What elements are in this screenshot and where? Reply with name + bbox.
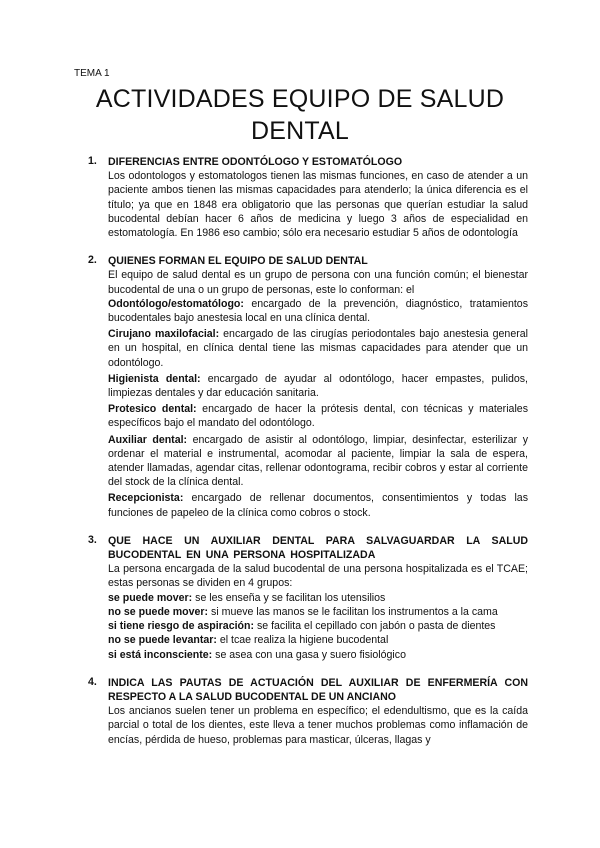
group-term: si tiene riesgo de aspiración: xyxy=(108,620,255,633)
role-term: Higienista dental: xyxy=(108,372,201,385)
role-term: Auxiliar dental: xyxy=(108,433,188,446)
section-number: 4. xyxy=(88,675,97,688)
group-term: se puede mover: xyxy=(108,591,193,604)
group-term: no se puede levantar: xyxy=(108,634,217,647)
section-4 xyxy=(72,676,528,747)
role-term: Cirujano maxilofacial: xyxy=(108,328,220,341)
group-item xyxy=(108,633,528,647)
role-desc: encargado de hacer la prótesis dental, con técnicas y materiales específicos bajo el mandato del odontólogo. xyxy=(108,403,528,430)
section-text: Los odontologos y estomatologos tienen las mismas funciones, en caso de atender a un paciente ambos tienen las mismas capacidades para atenderlo; la única diferencia es el título; ya que en 1848 era obligatorio que las personas que querían estudiar la salud bucodental debían hacer 6 años de medicina y luego 3 años de especialidad en estomatología. En 1986 eso cambio; sólo era necesario estudiar 5 años de odontología xyxy=(108,170,528,240)
role-term: Recepcionista: xyxy=(108,492,184,505)
group-item xyxy=(108,648,528,662)
role-item xyxy=(108,433,528,490)
role-desc: encargado de ayudar al odontólogo, hacer empastes, pulidos, limpiezas dentales y dar educación sanitaria. xyxy=(108,372,528,400)
role-term: Odontólogo/estomatólogo: xyxy=(108,297,244,310)
role-item xyxy=(108,402,528,430)
topic-label: TEMA 1 xyxy=(74,68,110,79)
section-2 xyxy=(72,254,528,520)
role-desc: encargado de las cirugías periodontales bajo anestesia general en un hospital, en clínica dental tiene las mismas capacidades para atender que un odontólogo. xyxy=(108,328,528,369)
role-item xyxy=(108,491,528,519)
group-desc: el tcae realiza la higiene bucodental xyxy=(216,634,389,647)
group-term: no se puede mover: xyxy=(108,605,209,618)
group-term: si está inconsciente: xyxy=(108,648,213,661)
section-title: INDICA LAS PAUTAS DE ACTUACIÓN DEL AUXILIAR DE ENFERMERÍA CON RESPECTO A LA SALUD BUCODENTAL DE UN ANCIANO xyxy=(108,676,528,703)
section-intro: El equipo de salud dental es un grupo de persona con una función común; el bienestar bucodental de una o un grupo de personas, este lo conforman: el xyxy=(108,269,528,296)
section-number: 3. xyxy=(88,533,97,546)
page-title: ACTIVIDADES EQUIPO DE SALUD DENTAL xyxy=(95,85,505,145)
group-item xyxy=(108,605,528,619)
group-item xyxy=(108,619,528,633)
role-item xyxy=(108,327,528,370)
group-desc: se les enseña y se facilitan los utensilios xyxy=(192,591,386,604)
group-item xyxy=(108,591,528,605)
group-desc: se facilita el cepillado con jabón o pasta de dientes xyxy=(254,620,496,633)
section-text: Los ancianos suelen tener un problema en específico; el edendultismo, que es la caída parcial o total de los dientes, este lleva a tener muchos problemas como inflamación de encías, pérdida de hueso, problemas para masticar, úlceras, llagas y xyxy=(108,705,528,746)
section-number: 1. xyxy=(88,155,97,167)
section-number: 2. xyxy=(88,254,97,267)
section-intro: La persona encargada de la salud bucodental de una persona hospitalizada es el TCAE; estas personas se dividen en 4 grupos: xyxy=(108,563,528,590)
role-desc: encargado de rellenar documentos, consentimientos y todas las funciones de papeleo de la clínica como cobros o stock. xyxy=(108,492,528,519)
group-desc: si mueve las manos se le facilitan los instrumentos a la cama xyxy=(208,605,498,618)
role-desc: encargado de la prevención, diagnóstico, tratamientos bucodentales bajo anestesia local en una clínica dental. xyxy=(108,297,528,325)
role-item xyxy=(108,372,528,400)
section-3 xyxy=(72,534,528,662)
group-desc: se asea con una gasa y suero fisiológico xyxy=(212,648,406,661)
section-1 xyxy=(72,155,528,240)
role-term: Protesico dental: xyxy=(108,403,197,416)
section-title: QUE HACE UN AUXILIAR DENTAL PARA SALVAGUARDAR LA SALUD BUCODENTAL EN UNA PERSONA HOSPITALIZADA xyxy=(108,534,528,562)
section-title: DIFERENCIAS ENTRE ODONTÓLOGO Y ESTOMATÓLOGO xyxy=(108,156,403,168)
role-item xyxy=(108,297,528,325)
role-desc: encargado de asistir al odontólogo, limpiar, desinfectar, esterilizar y ordenar el material e instrumental, acomodar al paciente, limpiar la sala de espera, atender llamadas, agendar citas, rellenar odontograma, recibir cobros y estar al corriente del stock de la clínica dental. xyxy=(108,433,528,489)
section-title: QUIENES FORMAN EL EQUIPO DE SALUD DENTAL xyxy=(108,255,368,268)
